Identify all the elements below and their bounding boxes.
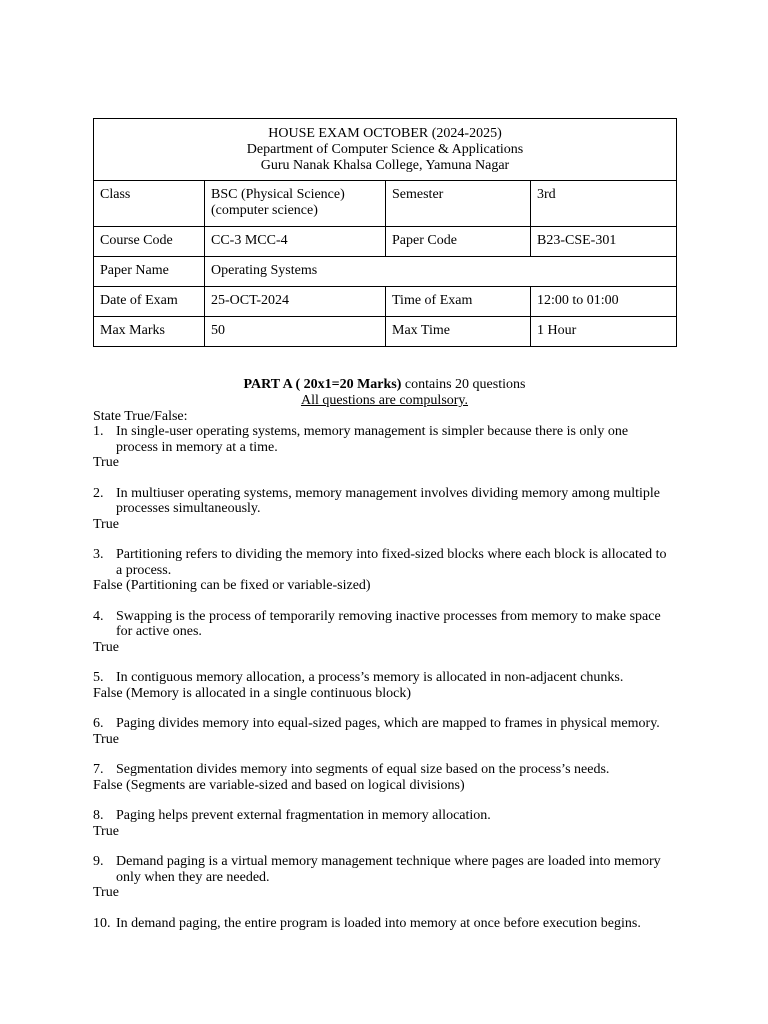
question-number: 3. [93,547,104,562]
question-item [93,808,676,839]
time-label: Time of Exam [386,287,531,317]
question-item [93,762,676,793]
question-text-line [93,563,676,579]
question-text-line [93,609,676,625]
max-time-label: Max Time [386,317,531,347]
question-spacer [93,839,676,854]
question-text: processes simultaneously. [116,501,261,516]
exam-title-cell [94,119,677,181]
question-item [93,716,676,747]
question-text: for active ones. [116,624,202,639]
max-time-value: 1 Hour [531,317,677,347]
question-spacer [93,701,676,716]
class-value-line: BSC (Physical Science) [211,187,345,202]
exam-title: HOUSE EXAM OCTOBER (2024-2025) [268,126,502,141]
question-number: 5. [93,670,104,685]
course-code-row [94,227,677,257]
question-text: only when they are needed. [116,869,270,885]
date-value: 25-OCT-2024 [205,287,386,317]
question-text-line [93,440,676,456]
class-label: Class [94,181,205,227]
question-spacer [93,594,676,609]
question-number: 1. [93,424,104,439]
question-text: Swapping is the process of temporarily removing inactive processes from memory to make space [116,608,661,624]
question-text: Demand paging is a virtual memory management technique where pages are loaded into memory [116,854,661,869]
class-value [205,181,386,227]
answer-text: False (Partitioning can be fixed or variable-sized) [93,578,371,593]
department-name: Department of Computer Science & Applications [246,142,524,157]
question-spacer [93,793,676,808]
answer-text: False (Memory is allocated in a single continuous block) [93,685,412,701]
exam-info-table [93,118,677,347]
question-text-line [93,424,676,440]
question-text-line [93,547,676,563]
question-text-line [93,501,676,517]
part-a-heading-bold: PART A ( 20x1=20 Marks) [243,377,402,392]
answer-text: True [93,639,119,655]
question-text-line [93,624,676,640]
part-a-heading [93,377,676,393]
question-number: 9. [93,854,104,869]
part-a-heading-rest: contains 20 questions [401,377,526,392]
question-text: Paging divides memory into equal-sized pages, which are mapped to frames in physical memory. [116,716,660,731]
course-code-value: CC-3 MCC-4 [205,227,386,257]
college-name: Guru Nanak Khalsa College, Yamuna Nagar [260,158,510,173]
question-number: 7. [93,762,104,777]
max-marks-value: 50 [205,317,386,347]
semester-value: 3rd [531,181,677,227]
class-value-line: (computer science) [211,203,318,218]
marks-row [94,317,677,347]
question-list [93,424,676,931]
question-spacer [93,532,676,547]
question-text-line [93,716,676,732]
question-text: In multiuser operating systems, memory management involves dividing memory among multiple [116,485,660,501]
semester-label: Semester [386,181,531,227]
time-value: 12:00 to 01:00 [531,287,677,317]
question-text: process in memory at a time. [116,439,278,455]
question-spacer [93,747,676,762]
answer-text: True [93,731,119,747]
title-row [94,119,677,181]
question-text: Partitioning refers to dividing the memory into fixed-sized blocks where each block is allocated to [116,547,667,562]
course-code-label: Course Code [94,227,205,257]
paper-code-value: B23-CSE-301 [531,227,677,257]
answer-text: True [93,885,119,900]
question-text-line [93,486,676,502]
date-row [94,287,677,317]
question-item [93,854,676,901]
question-item [93,609,676,656]
exam-page [93,118,676,931]
question-text: In contiguous memory allocation, a process’s memory is allocated in non-adjacent chunks. [116,670,624,685]
question-spacer [93,655,676,670]
question-text: Paging helps prevent external fragmentation in memory allocation. [116,808,491,823]
max-marks-label: Max Marks [94,317,205,347]
question-item [93,916,676,932]
question-text-line [93,854,676,870]
class-row [94,181,677,227]
question-number: 6. [93,716,104,731]
paper-name-value: Operating Systems [205,257,677,287]
answer-text: True [93,516,119,532]
question-item [93,547,676,594]
question-number: 4. [93,608,104,624]
question-text: a process. [116,562,172,578]
question-number: 8. [93,808,104,823]
compulsory-note: All questions are compulsory. [300,393,469,408]
paper-name-label: Paper Name [94,257,205,287]
question-number: 10. [93,915,111,931]
question-text-line [93,670,676,686]
question-text-line [93,762,676,778]
question-text-line [93,808,676,824]
question-item [93,486,676,533]
date-label: Date of Exam [94,287,205,317]
question-text: In single-user operating systems, memory management is simpler because there is only one [116,424,629,439]
answer-text: False (Segments are variable-sized and based on logical divisions) [93,777,465,793]
question-text-line [93,916,676,932]
question-spacer [93,471,676,486]
question-text: Segmentation divides memory into segments of equal size based on the process’s needs. [116,762,610,777]
question-number: 2. [93,485,104,501]
question-text: In demand paging, the entire program is loaded into memory at once before execution begins. [116,915,641,931]
paper-name-row [94,257,677,287]
question-text-line [93,870,676,886]
answer-text: True [93,455,119,470]
answer-text: True [93,823,119,839]
question-spacer [93,901,676,916]
instruction: State True/False: [93,409,188,424]
paper-code-label: Paper Code [386,227,531,257]
question-item [93,424,676,471]
question-item [93,670,676,701]
